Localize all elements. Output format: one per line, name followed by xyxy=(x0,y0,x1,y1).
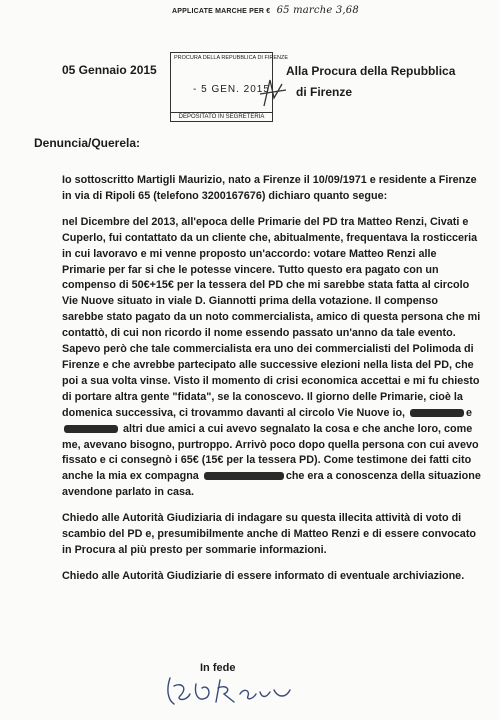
facts-text-2: e xyxy=(466,406,473,419)
closing-in-fede: In fede xyxy=(200,662,236,674)
addressee-line-1: Alla Procura della Repubblica xyxy=(286,64,456,78)
redacted-name-2 xyxy=(64,425,118,433)
facts-text-3: altri due amici a cui avevo segnalato la cosa e che anche loro, come me, avevano bisogno, purtroppo. Arrivò poco dopo quella persona con cui avevo fissato e ci consegnò i 65€ (15€ per la tessera PD). Come testimone dei fatti cito anche la mia ex compagna xyxy=(62,422,479,483)
revenue-stamp-note xyxy=(172,5,359,16)
revenue-stamp-label: APPLICATE MARCHE PER € xyxy=(172,8,271,15)
reception-stamp-office: PROCURA DELLA REPUBBLICA DI FIRENZE xyxy=(174,55,289,61)
reception-stamp-label: DEPOSITATO IN SEGRETERIA xyxy=(171,112,272,121)
facts-text-4: che era a conoscenza della situazione avendone parlato in casa. xyxy=(62,470,481,499)
facts-text-1: nel Dicembre del 2013, all'epoca delle Primarie del PD tra Matteo Renzi, Civati e Cuperlo, fui contattato da un cliente che, abitualmente, frequentava la rosticceria in cui lavoravo e mi venne proposto un'accordo: votare Matteo Renzi alle Primarie per far si che le potesse vincere. Tutto questo era pagato con un compenso di 50€+15€ per la tessera del PD che mi sarebbe stata fatta al circolo Vie Nuove situato in viale D. Giannotti prima della votazione. Il compenso sarebbe stato pagato da un noto commercialista, amico di questa persona che mi contattò, di cui non ricordo il nome essendo passato un'anno da tale evento. Sapevo però che tale commercialista era uno dei commercialisti del Polimoda di Firenze e che avrebbe partecipato alle successive elezioni nella lista del PD, che poi a sua volta vinse. Visto il momento di crisi economica accettai e mi fu chiesto di portare altra gente "fidata", se la conoscevo. Il giorno delle Primarie, cioè la domenica successiva, ci trovammo davanti al circolo Vie Nuove io, xyxy=(62,215,481,419)
letter-body xyxy=(62,173,482,595)
paragraph-request-investigation: Chiedo alle Autorità Giudiziaria di indagare su questa illecita attività di voto di scambio del PD e, presumibilmente anche di Matteo Renzi e di essere convocato in Procura al più presto per sommarie informazioni. xyxy=(62,512,477,556)
redacted-name-3 xyxy=(204,472,284,480)
paragraph-facts xyxy=(62,215,482,501)
reception-initials-mark xyxy=(258,76,288,110)
subject-line: Denuncia/Querela: xyxy=(34,136,141,150)
addressee-line-2: di Firenze xyxy=(296,85,353,99)
addressee xyxy=(286,61,455,103)
revenue-stamp-handwritten: 65 marche 3,68 xyxy=(276,5,359,16)
reception-stamp-date: - 5 GEN. 2015 xyxy=(193,84,270,95)
letter-date: 05 Gennaio 2015 xyxy=(62,63,157,77)
redacted-name-1 xyxy=(410,409,464,417)
handwritten-signature xyxy=(160,668,300,712)
paragraph-request-notification: Chiedo alle Autorità Giudiziarie di essere informato di eventuale archiviazione. xyxy=(62,569,465,582)
paragraph-declarant: Io sottoscritto Martigli Maurizio, nato a Firenze il 10/09/1971 e residente a Firenze in via di Ripoli 65 (telefono 3200167676) dichiaro quanto segue: xyxy=(62,174,477,202)
